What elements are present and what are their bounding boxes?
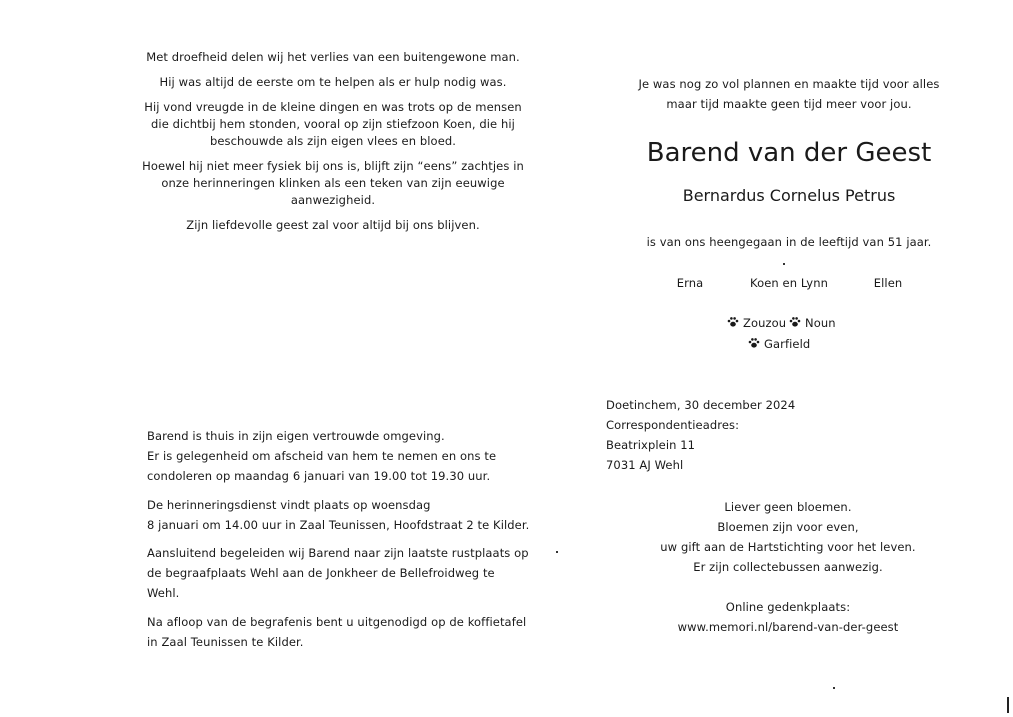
quote-line-2: maar tijd maakte geen tijd meer voor jou. bbox=[666, 97, 912, 111]
intro-line-4: die dichtbij hem stonden, vooral op zijn stiefzoon Koen, die hij bbox=[151, 117, 515, 131]
scan-speck bbox=[783, 263, 785, 265]
paw-icon bbox=[727, 316, 739, 328]
intro-line-5: beschouwde als zijn eigen vlees en bloed. bbox=[209, 134, 457, 148]
pet-2 bbox=[789, 313, 836, 333]
intro-line-9: Zijn liefdevolle geest zal voor altijd bij ons blijven. bbox=[186, 218, 480, 232]
intro-line-1: Met droefheid delen wij het verlies van een buitengewone man. bbox=[146, 50, 520, 64]
details-line-10: in Zaal Teunissen te Kilder. bbox=[147, 635, 304, 649]
family-name-2: Koen en Lynn bbox=[750, 276, 828, 290]
pet-1 bbox=[727, 313, 786, 333]
flowers-line-4: Er zijn collectebussen aanwezig. bbox=[693, 560, 883, 574]
details-line-5: 8 januari om 14.00 uur in Zaal Teunissen, Hoofdstraat 2 te Kilder. bbox=[147, 518, 530, 532]
address-line-4: 7031 AJ Wehl bbox=[606, 458, 684, 472]
given-names: Bernardus Cornelus Petrus bbox=[682, 186, 896, 205]
details-line-7: de begraafplaats Wehl aan de Jonkheer de Bellefroidweg te bbox=[147, 566, 495, 580]
intro-line-3: Hij vond vreugde in de kleine dingen en was trots op de mensen bbox=[144, 100, 522, 114]
intro-line-8: aanwezigheid. bbox=[290, 193, 376, 207]
scan-edge-mark bbox=[1007, 697, 1009, 713]
pet-name: Zouzou bbox=[743, 316, 787, 330]
quote-line-1: Je was nog zo vol plannen en maakte tijd voor alles bbox=[638, 77, 940, 91]
address-line-1: Doetinchem, 30 december 2024 bbox=[606, 398, 796, 412]
details-line-3: condoleren op maandag 6 januari van 19.00 tot 19.30 uur. bbox=[147, 469, 491, 483]
paw-icon bbox=[748, 337, 760, 349]
scan-speck bbox=[833, 687, 835, 689]
pet-name: Noun bbox=[805, 316, 836, 330]
details-line-9: Na afloop van de begrafenis bent u uitgenodigd op de koffietafel bbox=[147, 615, 527, 629]
flowers-line-2: Bloemen zijn voor even, bbox=[717, 520, 859, 534]
family-name-1: Erna bbox=[676, 276, 704, 290]
details-line-6: Aansluitend begeleiden wij Barend naar zijn laatste rustplaats op bbox=[147, 546, 529, 560]
flowers-line-3: uw gift aan de Hartstichting voor het leven. bbox=[660, 540, 916, 554]
details-line-4: De herinneringsdienst vindt plaats op woensdag bbox=[147, 498, 431, 512]
intro-line-7: onze herinneringen klinken als een teken van zijn eeuwige bbox=[161, 176, 505, 190]
details-line-1: Barend is thuis in zijn eigen vertrouwde omgeving. bbox=[147, 429, 445, 443]
intro-line-6: Hoewel hij niet meer fysiek bij ons is, blijft zijn “eens” zachtjes in bbox=[142, 159, 524, 173]
online-memorial-url[interactable]: www.memori.nl/barend-van-der-geest bbox=[677, 620, 899, 634]
family-name-3: Ellen bbox=[873, 276, 903, 290]
intro-line-2: Hij was altijd de eerste om te helpen als er hulp nodig was. bbox=[159, 75, 507, 89]
flowers-line-1: Liever geen bloemen. bbox=[724, 500, 852, 514]
pet-name: Garfield bbox=[764, 337, 811, 351]
address-line-2: Correspondentieadres: bbox=[606, 418, 740, 432]
paw-icon bbox=[789, 316, 801, 328]
details-line-2: Er is gelegenheid om afscheid van hem te nemen en ons te bbox=[147, 449, 497, 463]
details-line-8: Wehl. bbox=[147, 586, 180, 600]
pet-3 bbox=[748, 334, 810, 354]
address-line-3: Beatrixplein 11 bbox=[606, 438, 696, 452]
passed-away-line: is van ons heengegaan in de leeftijd van 51 jaar. bbox=[646, 235, 932, 249]
scan-speck bbox=[556, 551, 558, 553]
online-memorial-label: Online gedenkplaats: bbox=[725, 600, 851, 614]
deceased-name: Barend van der Geest bbox=[646, 138, 932, 168]
